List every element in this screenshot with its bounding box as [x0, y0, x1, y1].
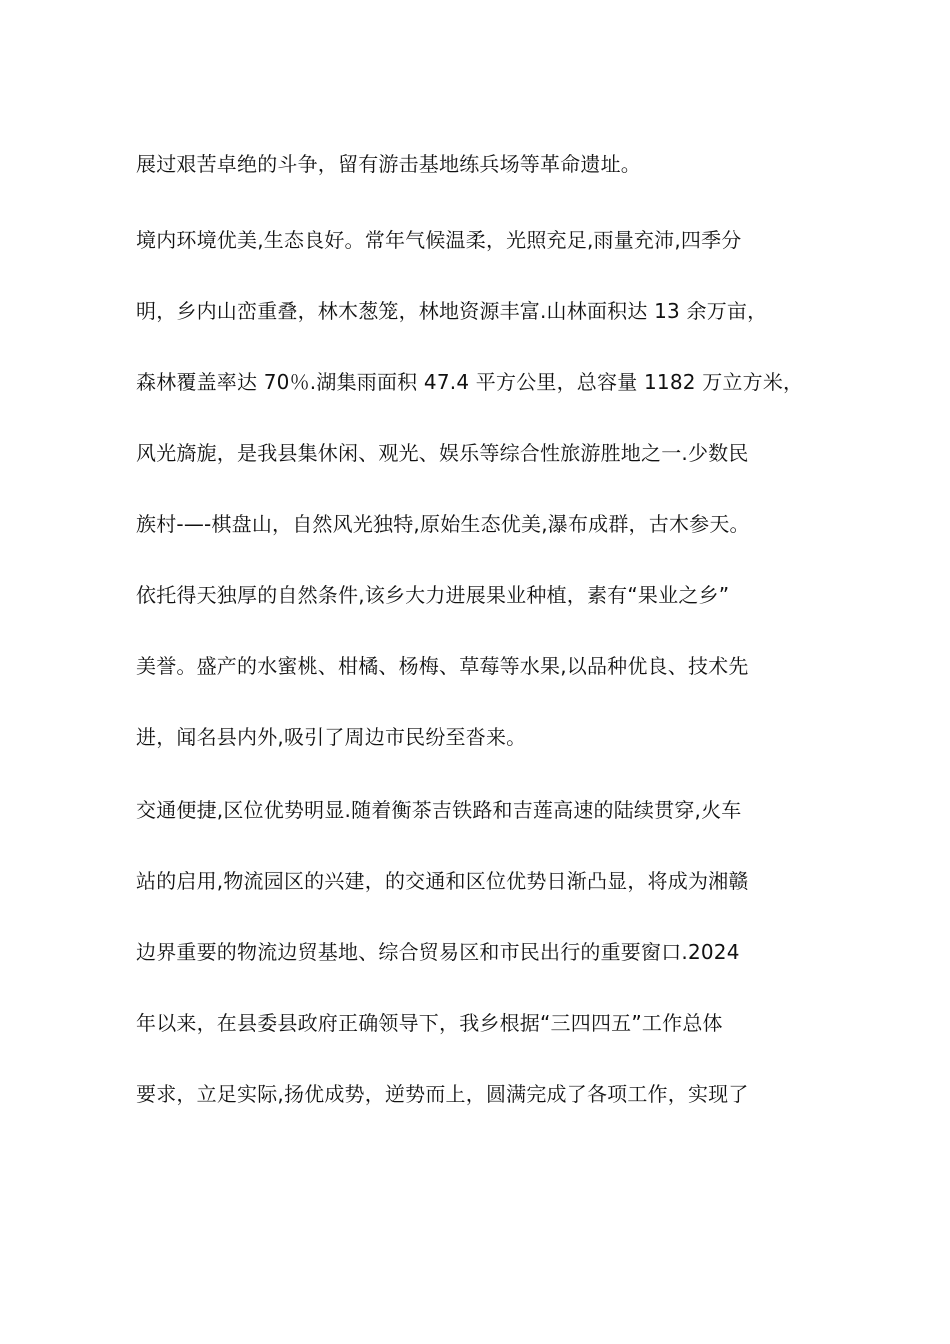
text-line: 森林覆盖率达 70％.湖集雨面积 47.4 平方公里，总容量 1182 万立方米， — [136, 370, 804, 394]
text-line: 展过艰苦卓绝的斗争，留有游击基地练兵场等革命遗址。 — [136, 152, 641, 176]
text-line: 族村-—-棋盘山，自然风光独特,原始生态优美,瀑布成群，古木参天。 — [136, 512, 750, 536]
text-line: 依托得天独厚的自然条件,该乡大力进展果业种植，素有“果业之乡” — [136, 583, 730, 607]
text-line: 风光旖旎，是我县集休闲、观光、娱乐等综合性旅游胜地之一.少数民 — [136, 441, 749, 465]
text-line: 美誉。盛产的水蜜桃、柑橘、杨梅、草莓等水果,以品种优良、技术先 — [136, 654, 749, 678]
text-line: 境内环境优美,生态良好。常年气候温柔，光照充足,雨量充沛,四季分 — [136, 228, 742, 252]
text-line: 进，闻名县内外,吸引了周边市民纷至沓来。 — [136, 725, 527, 749]
text-line: 明，乡内山峦重叠，林木葱笼，林地资源丰富.山林面积达 13 余万亩， — [136, 299, 768, 323]
text-line: 边界重要的物流边贸基地、综合贸易区和市民出行的重要窗口.2024 — [136, 940, 740, 964]
text-line: 年以来，在县委县政府正确领导下，我乡根据“三四四五”工作总体 — [136, 1011, 723, 1035]
text-line: 站的启用,物流园区的兴建，的交通和区位优势日渐凸显，将成为湘赣 — [136, 869, 749, 893]
text-line: 要求，立足实际,扬优成势，逆势而上，圆满完成了各项工作，实现了 — [136, 1082, 749, 1106]
text-line: 交通便捷,区位优势明显.随着衡茶吉铁路和吉莲高速的陆续贯穿,火车 — [136, 798, 742, 822]
